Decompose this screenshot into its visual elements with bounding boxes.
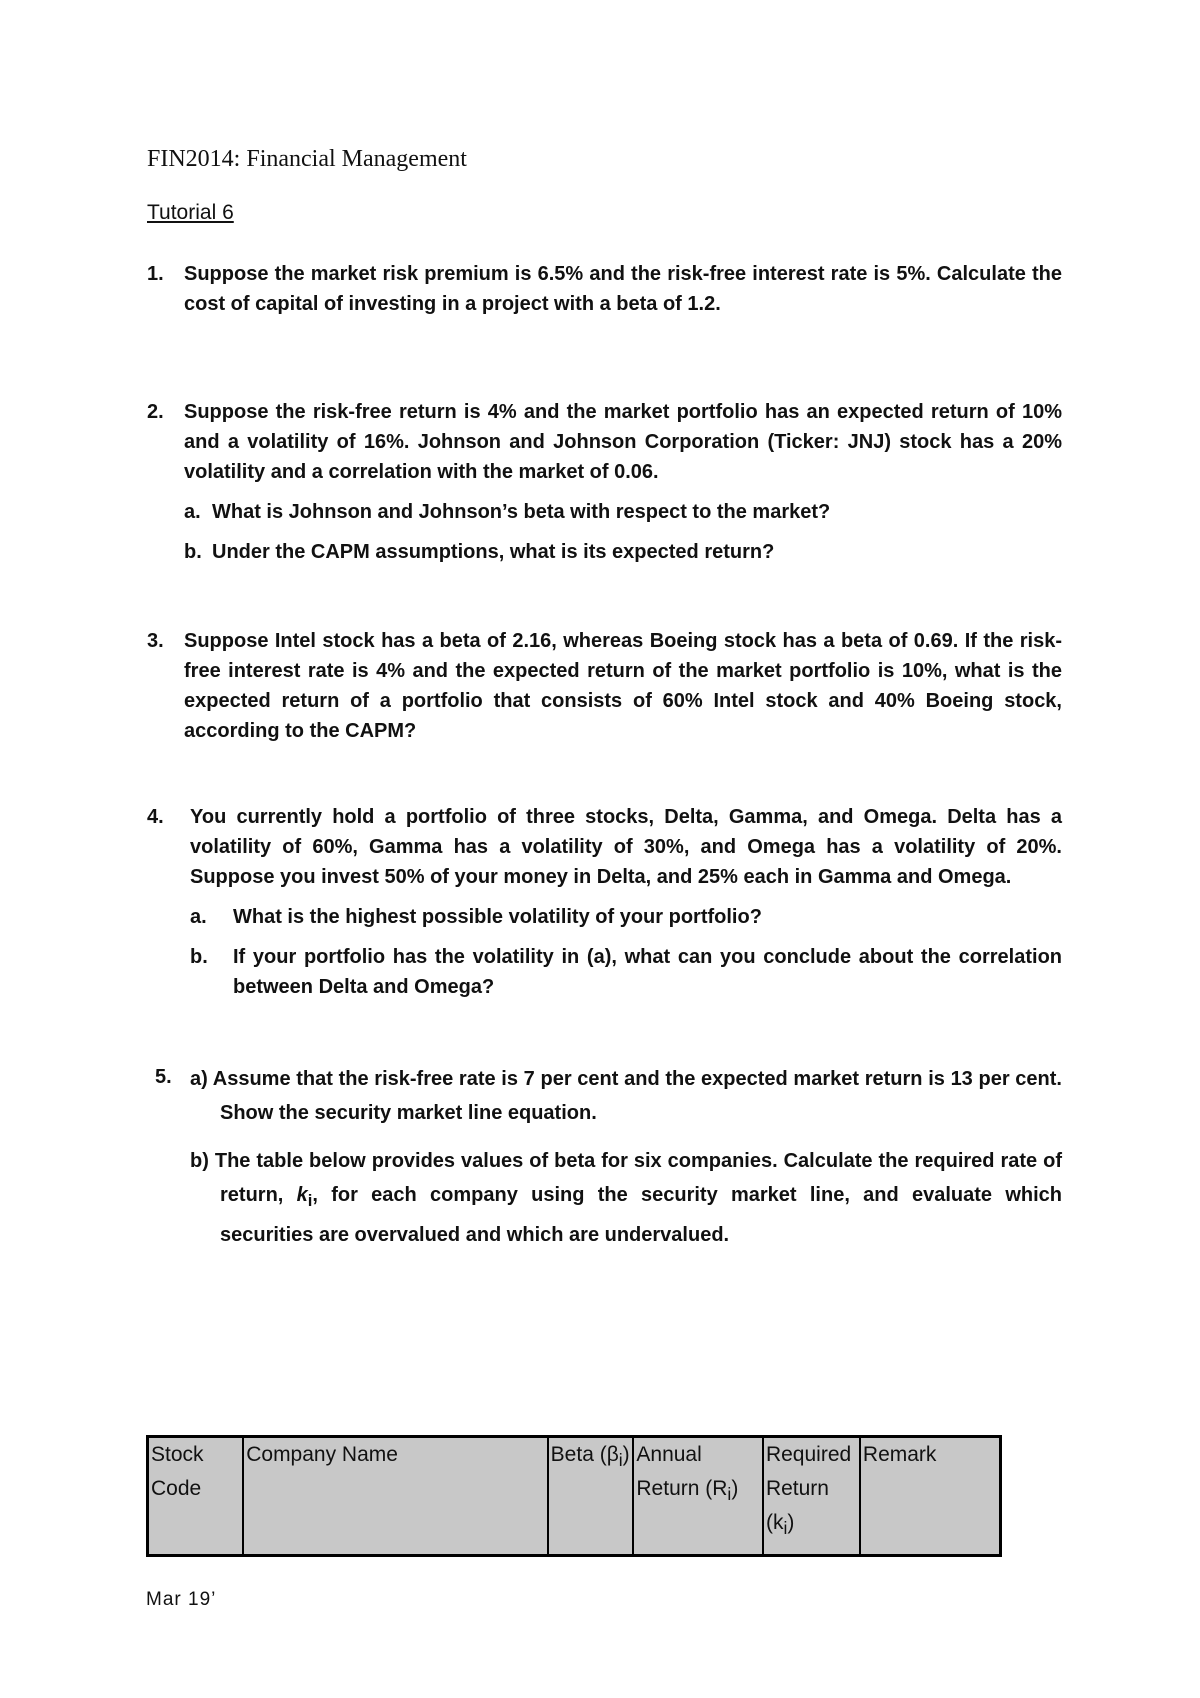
question-text: Suppose the market risk premium is 6.5% and the risk-free interest rate is 5%. Calculate the cost of capital of investing in a project with a beta of 1.2.: [184, 263, 1062, 315]
table-header-row: [148, 1437, 1001, 1556]
header-company-name: Company Name: [243, 1437, 547, 1556]
header-beta: Beta $(\beta_i)$: [548, 1437, 634, 1556]
tutorial-heading: Tutorial 6: [147, 201, 234, 224]
question-number: 5.: [155, 1066, 172, 1088]
question-3: [147, 626, 1062, 746]
part-text-continued: , for each company using the security market line, and evaluate which securities are overvalued and which are undervalued.: [220, 1184, 1062, 1246]
question-text: Suppose the risk-free return is 4% and the market portfolio has an expected return of 10% and a volatility of 16%. Johnson and Johnson Corporation (Ticker: JNJ) stock has a 20% volatility and a correlation with the market of 0.06.: [184, 401, 1062, 483]
part-text: Under the CAPM assumptions, what is its expected return?: [212, 541, 775, 563]
question-part-b: [190, 1144, 1062, 1252]
question-part-a: [190, 1062, 1062, 1130]
question-part-b: [190, 942, 1062, 1002]
header-stock-code: Stock Code: [148, 1437, 244, 1556]
part-label: a.: [190, 906, 207, 928]
part-text: Assume that the risk-free rate is 7 per cent and the expected market return is 13 per cent. Show the security market line equation.: [212, 1068, 1062, 1124]
part-label: a): [190, 1068, 208, 1090]
question-5: [155, 1062, 1062, 1252]
question-1: [147, 259, 1062, 319]
beta-table: [146, 1435, 1002, 1557]
part-text: The table below provides values of beta for six companies. Calculate the required rate of return,: [214, 1150, 1063, 1206]
question-text: Suppose Intel stock has a beta of 2.16, whereas Boeing stock has a beta of 0.69. If the risk-free interest rate is 4% and the expected return of the market portfolio is 10%, what is the expected return of a portfolio that consists of 60% Intel stock and 40% Boeing stock, according to the CAPM?: [184, 630, 1062, 742]
question-4: [147, 802, 1062, 1002]
part-label: a.: [184, 501, 201, 523]
part-label: b): [190, 1150, 209, 1172]
header-remark: Remark: [860, 1437, 1001, 1556]
header-annual-return: Annual Return $(R_i)$: [633, 1437, 763, 1556]
question-part-a: [184, 497, 1062, 527]
question-2: [147, 397, 1062, 567]
question-number: 4.: [147, 806, 164, 828]
question-number: 2.: [147, 401, 164, 423]
course-title: FIN2014: Financial Management: [147, 146, 467, 172]
part-label: b.: [184, 541, 202, 563]
header-required-return: Required Return $(k_i)$: [763, 1437, 860, 1556]
k-symbol: k: [296, 1184, 308, 1206]
question-number: 1.: [147, 263, 164, 285]
part-text: What is the highest possible volatility of your portfolio?: [233, 906, 762, 928]
question-text: You currently hold a portfolio of three stocks, Delta, Gamma, and Omega. Delta has a volatility of 60%, Gamma has a volatility of 30%, and Omega has a volatility of 20%. Suppose you invest 50% of your money in Delta, and 25% each in Gamma and Omega.: [190, 806, 1062, 888]
question-number: 3.: [147, 630, 164, 652]
k-subscript: i: [307, 1191, 313, 1210]
part-text: If your portfolio has the volatility in (a), what can you conclude about the correlation between Delta and Omega?: [233, 946, 1062, 998]
part-label: b.: [190, 946, 208, 968]
footer-date: Mar 19’: [146, 1589, 217, 1610]
question-part-a: [190, 902, 1062, 932]
question-part-b: [184, 537, 1062, 567]
part-text: What is Johnson and Johnson’s beta with respect to the market?: [212, 501, 831, 523]
